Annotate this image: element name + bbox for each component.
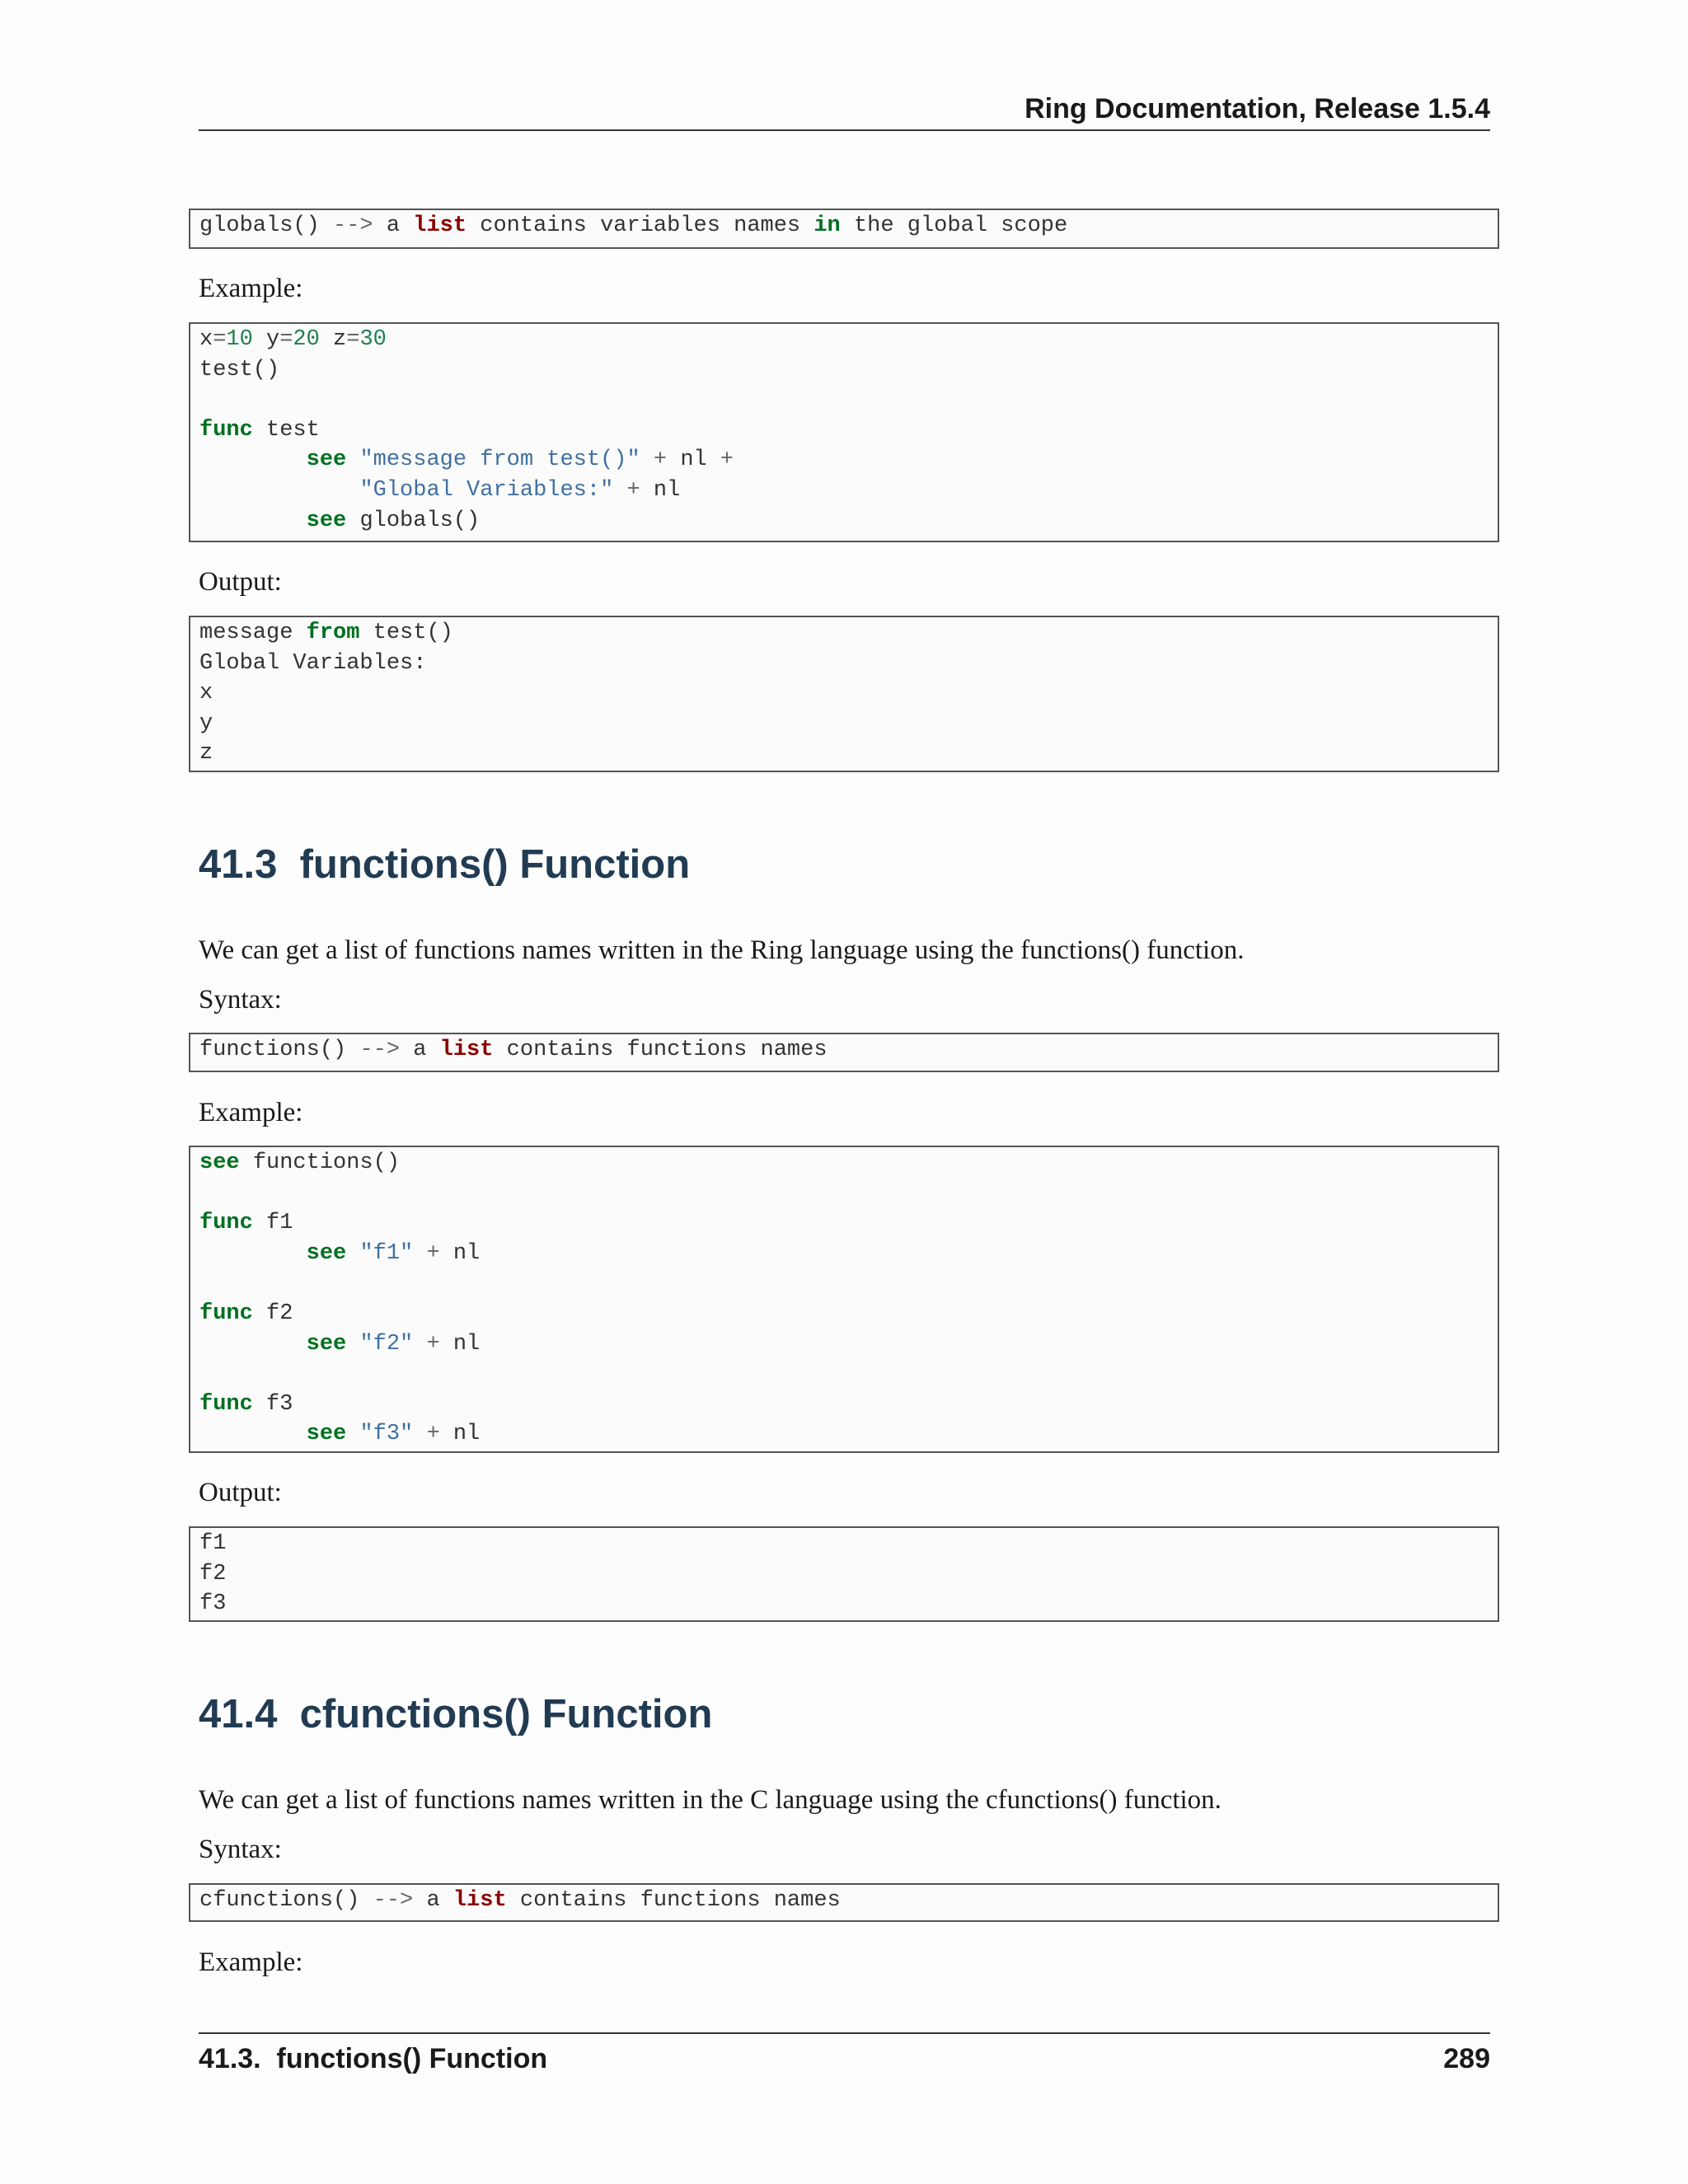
cfunctions-intro-paragraph: We can get a list of functions names written in the C language using the cfunctions() function. — [199, 1785, 1221, 1815]
example-label: Example: — [199, 1947, 303, 1977]
page-number: 289 — [1443, 2043, 1490, 2074]
syntax-label: Syntax: — [199, 1835, 282, 1864]
output-label: Output: — [199, 1478, 282, 1507]
footer-rule — [199, 2032, 1490, 2034]
output-label: Output: — [199, 567, 282, 597]
example-label: Example: — [199, 274, 303, 303]
code-block-globals-output: message from test() Global Variables: x y z — [189, 616, 1499, 772]
code-block-globals-syntax: globals() --> a list contains variables names in the global scope — [189, 209, 1499, 249]
code-block-functions-output: f1 f2 f3 — [189, 1526, 1499, 1622]
code-block-functions-syntax: functions() --> a list contains functions names — [189, 1033, 1499, 1072]
header-rule — [199, 129, 1490, 131]
running-header: Ring Documentation, Release 1.5.4 — [1025, 93, 1490, 124]
code-block-globals-example: x=10 y=20 z=30 test() func test see "message from test()" + nl + "Global Variables:" + nl see globals() — [189, 322, 1499, 542]
section-heading-functions: 41.3 functions() Function — [199, 842, 691, 887]
syntax-label: Syntax: — [199, 985, 282, 1015]
code-block-functions-example: see functions() func f1 see "f1" + nl func f2 see "f2" + nl func f3 see "f3" + nl — [189, 1146, 1499, 1453]
functions-intro-paragraph: We can get a list of functions names written in the Ring language using the functions() function. — [199, 935, 1245, 965]
code-block-cfunctions-syntax: cfunctions() --> a list contains functions names — [189, 1883, 1499, 1922]
example-label: Example: — [199, 1098, 303, 1127]
section-heading-cfunctions: 41.4 cfunctions() Function — [199, 1692, 713, 1736]
footer-section-title: 41.3. functions() Function — [199, 2043, 548, 2074]
